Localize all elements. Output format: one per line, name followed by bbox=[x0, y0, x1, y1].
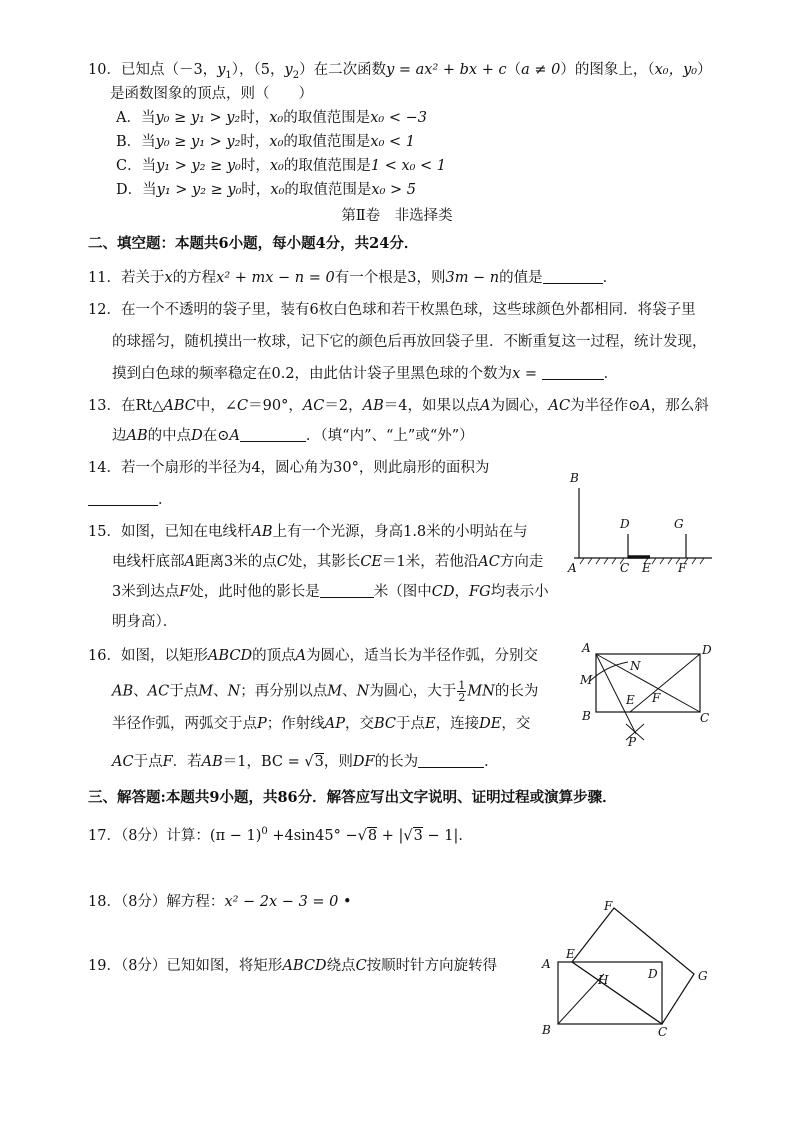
q16-label-m: M bbox=[580, 673, 593, 687]
q15-label-f: F bbox=[678, 561, 687, 575]
q12-line2: 的球摇匀，随机摸出一枚球，记下它的颜色后再放回袋子里．不断重复这一过程，统计发现， bbox=[112, 334, 707, 350]
q16-figure bbox=[576, 636, 726, 748]
q19-label-f: F bbox=[604, 899, 613, 913]
q16-label-c: C bbox=[700, 711, 710, 725]
q16-label-d: D bbox=[702, 643, 712, 657]
q10-option-b: B．当y₀ ≥ y₁ > y₂时，x₀的取值范围是x₀ < 1 bbox=[116, 134, 415, 150]
q15-answer-blank bbox=[320, 583, 374, 598]
q19-label-g: G bbox=[698, 969, 708, 983]
q15-figure bbox=[562, 466, 722, 578]
q10-line1: 10．已知点（－3，$y_1$），（5，$y_2$）在二次函数y = ax² + bx + c（a ≠ 0）的图象上，（x₀，y₀） bbox=[88, 62, 712, 81]
q15-line1: 15．如图，已知在电线杆AB上有一个光源，身高1.8米的小明站在与 bbox=[88, 524, 528, 540]
q15-label-a: A bbox=[568, 561, 577, 575]
q13-line2: 边AB的中点D在⊙A ．（填“内”、“上”或“外”） bbox=[112, 428, 474, 444]
q19-label-h: H bbox=[598, 973, 609, 987]
q10-option-c: C．当y₁ > y₂ ≥ y₀时，x₀的取值范围是1 < x₀ < 1 bbox=[116, 158, 447, 174]
q16-line4: AC于点F．若AB＝1，BC = √3，则DF的长为 ． bbox=[112, 754, 499, 770]
q17-line: 17．（8分）计算：$(\pi - 1)^0 +4\sin 45^\circ -√8 + |√3 - 1|$． bbox=[88, 826, 473, 844]
q11-line: 11．若关于x的方程x² + mx − n = 0有一个根是3，则3m − n的值是 ． bbox=[88, 270, 618, 286]
half-fraction: $\frac{1}{2}$ bbox=[458, 679, 466, 704]
q15-line4: 明身高）． bbox=[112, 614, 178, 630]
q15-label-e: E bbox=[642, 561, 651, 575]
q19-label-d: D bbox=[648, 967, 658, 981]
q19-figure bbox=[538, 898, 718, 1040]
q11-answer-blank bbox=[543, 269, 603, 284]
q15-label-d: D bbox=[620, 517, 630, 531]
q12-answer-blank bbox=[542, 365, 604, 380]
q16-line2: AB、AC于点M、N；再分别以点M、N为圆心，大于 $\frac{1}{2}$ MN的长为 bbox=[112, 679, 539, 704]
q16-line3: 半径作弧，两弧交于点P；作射线AP，交BC于点E，连接DE，交 bbox=[112, 716, 531, 732]
q16-answer-blank bbox=[418, 753, 484, 768]
q15-label-b: B bbox=[570, 471, 579, 485]
q16-label-a: A bbox=[582, 641, 591, 655]
q14-line2: ． bbox=[88, 490, 173, 510]
q16-label-e: E bbox=[626, 693, 635, 707]
q19-label-c: C bbox=[658, 1025, 668, 1039]
q15-line3: 3米到达点F处，此时他的影长是 米（图中CD，FG均表示小 bbox=[112, 584, 549, 600]
q19-label-e: E bbox=[566, 947, 575, 961]
q16-label-p: P bbox=[628, 735, 637, 749]
q19-line: 19．（8分）已知如图，将矩形ABCD绕点C按顺时针方向旋转得 bbox=[88, 958, 498, 974]
q10-option-a: A．当y₀ ≥ y₁ > y₂时，x₀的取值范围是x₀ < −3 bbox=[116, 110, 427, 126]
q12-line1: 12．在一个不透明的袋子里，装有6枚白色球和若干枚黑色球，这些球颜色外都相同．将袋子里 bbox=[88, 302, 696, 318]
q15-line2: 电线杆底部A距离3米的点C处，其影长CE＝1米，若他沿AC方向走 bbox=[112, 554, 544, 570]
q13-answer-blank bbox=[240, 427, 306, 442]
q15-label-c: C bbox=[620, 561, 630, 575]
q14-answer-blank bbox=[88, 491, 158, 506]
part2-title: 第Ⅱ卷 非选择类 bbox=[341, 208, 453, 224]
q14-line1: 14．若一个扇形的半径为4，圆心角为30°，则此扇形的面积为 bbox=[88, 460, 490, 476]
q16-label-b: B bbox=[582, 709, 591, 723]
section2-heading: 二、填空题：本题共6小题，每小题4分，共24分． bbox=[88, 235, 419, 252]
q18-line: 18．（8分）解方程：x² − 2x − 3 = 0 • bbox=[88, 894, 352, 910]
q12-line3: 摸到白色球的频率稳定在0.2，由此估计袋子里黑色球的个数为x = ． bbox=[112, 366, 619, 382]
q15-label-g: G bbox=[674, 517, 684, 531]
q13-line1: 13．在Rt△ABC中，∠C＝90°，AC＝2，AB＝4，如果以点A为圆心，AC为半径作⊙A，那么斜 bbox=[88, 398, 709, 414]
q16-label-f: F bbox=[652, 691, 661, 705]
q16-line1: 16．如图，以矩形ABCD的顶点A为圆心，适当长为半径作弧，分别交 bbox=[88, 648, 539, 664]
q16-label-n: N bbox=[630, 659, 641, 673]
q10-option-d: D．当y₁ > y₂ ≥ y₀时，x₀的取值范围是x₀ > 5 bbox=[116, 182, 416, 198]
q10-line2: 是函数图象的顶点，则（ ） bbox=[110, 86, 313, 102]
q19-label-b: B bbox=[542, 1023, 551, 1037]
q19-label-a: A bbox=[542, 957, 551, 971]
section3-heading: 三、解答题:本题共9小题，共86分．解答应写出文字说明、证明过程或演算步骤． bbox=[88, 789, 617, 806]
